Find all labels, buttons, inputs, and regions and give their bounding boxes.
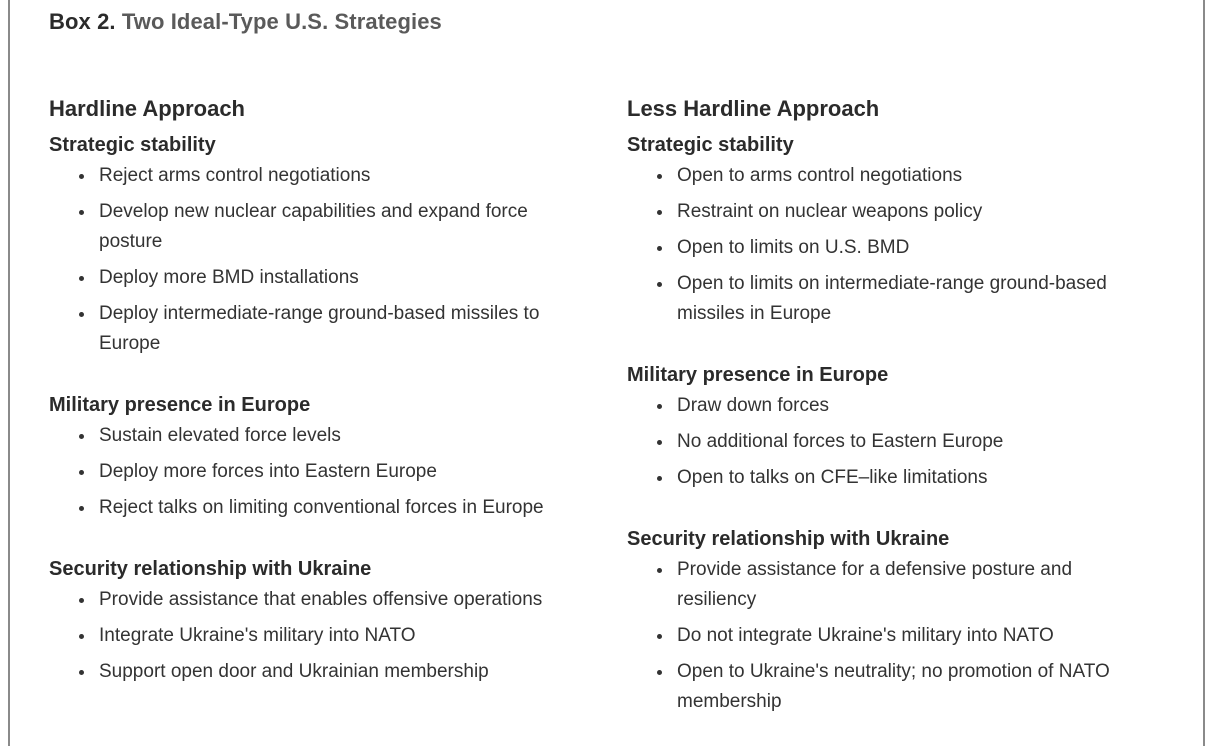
bullet-icon [657,440,662,445]
bullet-icon [657,568,662,573]
list-item-text: No additional forces to Eastern Europe [677,431,1004,452]
bullet-icon [657,282,662,287]
list-item-text: Reject arms control negotiations [99,165,371,186]
list-item-text: Draw down forces [677,395,830,416]
list-item-text: Integrate Ukraine's military into NATO [99,625,416,646]
bullet-icon [657,476,662,481]
list-item [49,299,569,359]
list-item [627,161,1147,191]
list-item [49,493,569,523]
bullet-icon [79,276,84,281]
bullet-icon [657,634,662,639]
bullet-list [627,161,1167,329]
list-item [627,621,1147,651]
bullet-icon [657,670,662,675]
section-title: Security relationship with Ukraine [627,528,950,550]
list-item [627,657,1147,717]
list-item-text: Sustain elevated force levels [99,425,341,446]
list-item-text: Open to Ukraine's neutrality; no promotion of NATO membership [677,661,1110,712]
list-item [627,269,1147,329]
list-item [49,263,569,293]
list-item-text: Provide assistance that enables offensive operations [99,589,543,610]
section [627,132,1167,329]
section-title: Strategic stability [49,134,216,156]
bullet-icon [657,174,662,179]
section [627,526,1167,717]
bullet-list [49,585,589,687]
box-number: Box 2. [49,9,116,34]
list-item [627,233,1147,263]
bullet-list [49,161,589,359]
hardline-heading: Hardline Approach [49,96,245,121]
list-item [627,555,1147,615]
list-item [627,427,1147,457]
section-title: Military presence in Europe [49,394,311,416]
list-item [627,463,1147,493]
list-item-text: Reject talks on limiting conventional forces in Europe [99,497,544,518]
list-item [627,197,1147,227]
list-item-text: Deploy more BMD installations [99,267,359,288]
section [49,556,589,687]
list-item [49,197,569,257]
section [49,392,589,523]
list-item-text: Restraint on nuclear weapons policy [677,201,983,222]
bullet-icon [79,598,84,603]
list-item-text: Open to arms control negotiations [677,165,963,186]
list-item-text: Deploy more forces into Eastern Europe [99,461,437,482]
section-title: Strategic stability [627,134,794,156]
bullet-icon [79,670,84,675]
list-item-text: Support open door and Ukrainian membership [99,661,489,682]
bullet-list [627,555,1167,717]
bullet-icon [79,470,84,475]
list-item-text: Open to limits on U.S. BMD [677,237,910,258]
list-item [49,621,569,651]
bullet-icon [79,210,84,215]
list-item [49,585,569,615]
bullet-icon [79,634,84,639]
bullet-icon [79,434,84,439]
list-item-text: Open to limits on intermediate-range ground-based missiles in Europe [677,273,1107,324]
bullet-icon [657,210,662,215]
section [627,362,1167,493]
bullet-icon [79,506,84,511]
bullet-icon [657,404,662,409]
list-item-text: Develop new nuclear capabilities and expand force posture [99,201,528,252]
bullet-icon [79,312,84,317]
box-title [49,9,442,35]
list-item [49,457,569,487]
list-item-text: Do not integrate Ukraine's military into NATO [677,625,1054,646]
section-title: Military presence in Europe [627,364,889,386]
box-title-text: Two Ideal-Type U.S. Strategies [121,9,442,34]
bullet-list [627,391,1167,493]
list-item [49,657,569,687]
list-item [627,391,1147,421]
section [49,132,589,359]
less-hardline-column [627,95,1167,750]
bullet-list [49,421,589,523]
bullet-icon [657,246,662,251]
list-item-text: Open to talks on CFE–like limitations [677,467,988,488]
hardline-column [49,95,589,720]
bullet-icon [79,174,84,179]
list-item [49,161,569,191]
section-title: Security relationship with Ukraine [49,558,372,580]
less-hardline-heading: Less Hardline Approach [627,96,880,121]
list-item-text: Provide assistance for a defensive posture and resiliency [677,559,1073,610]
less-hardline-sections [627,132,1167,717]
list-item [49,421,569,451]
hardline-sections [49,132,589,687]
list-item-text: Deploy intermediate-range ground-based missiles to Europe [99,303,540,354]
